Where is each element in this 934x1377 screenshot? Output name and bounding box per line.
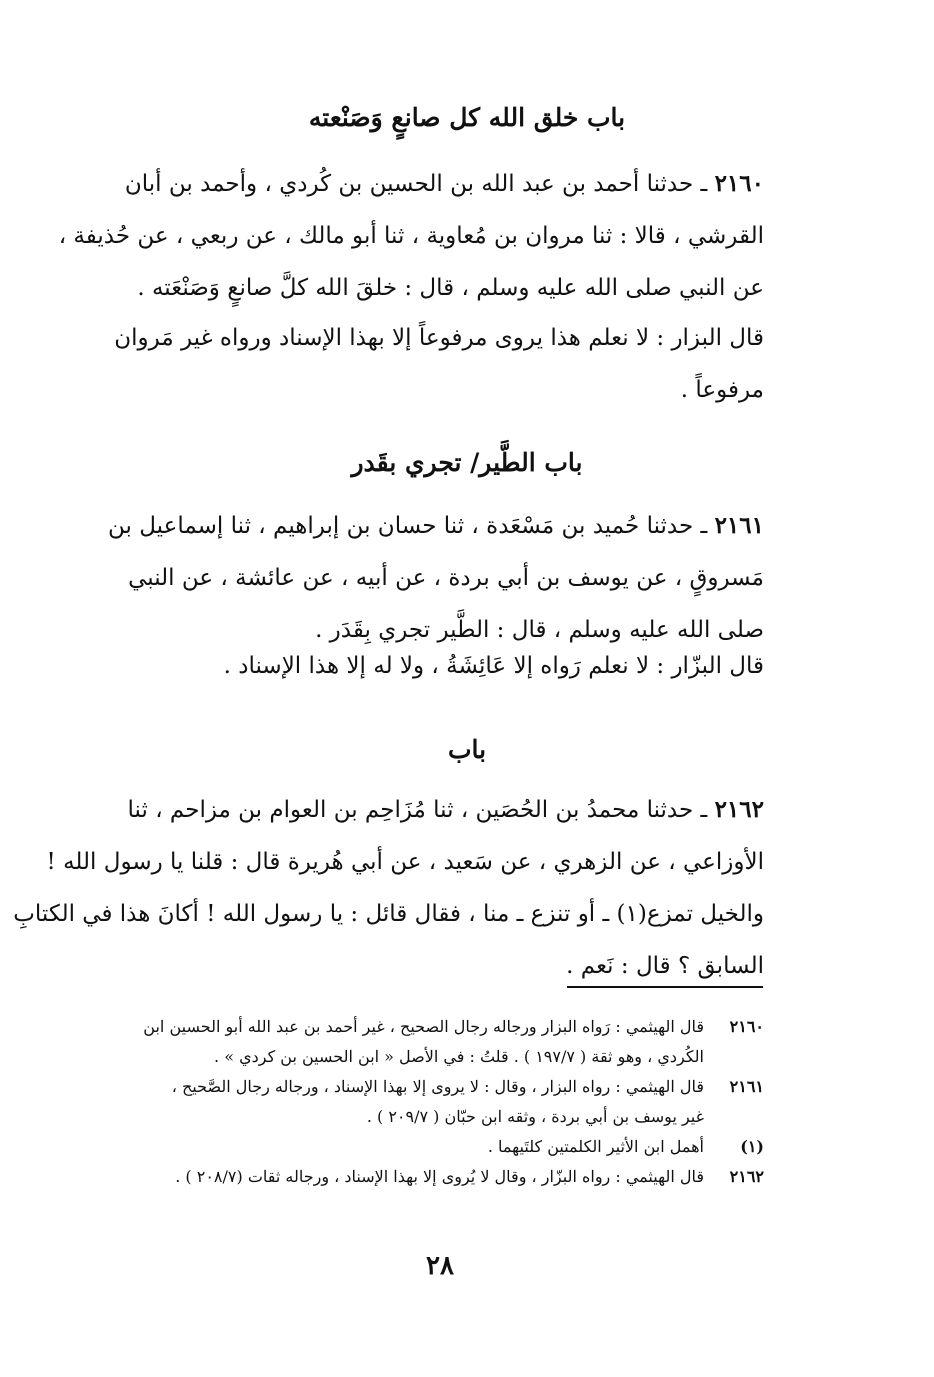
hadith-line: القرشي ، قالا : ثنا مروان بن مُعاوية ، ثنا أبو مالك ، عن ربعي ، عن حُذيفة ، [58, 223, 764, 249]
footnotes [100, 1012, 764, 1192]
footnote-number: (١) [740, 1137, 764, 1156]
hadith-2161 [100, 500, 764, 656]
hadith-line: والخيل تمزع(١) ـ أو تنزع ـ منا ، فقال قائل : يا رسول الله ! أكانَ هذا في الكتابِ [13, 901, 764, 927]
hadith-line [100, 784, 764, 836]
hadith-number: ٢١٦٠ [714, 170, 764, 197]
footnote-separator [567, 986, 763, 988]
hadith-number: ٢١٦٢ [714, 796, 764, 823]
footnote-line: أهمل ابن الأثير الكلمتين كلتَيهما . [487, 1137, 704, 1156]
page-number: ٢٨ [426, 1251, 454, 1281]
hadith-line [100, 158, 764, 210]
comment-2161 [100, 640, 764, 692]
hadith-2162 [13, 784, 764, 992]
hadith-text: ـ حدثنا حُميد بن مَسْعَدة ، ثنا حسان بن إبراهيم ، ثنا إسماعيل بن [108, 513, 708, 539]
footnote-line: قال الهيثمي : رواه البزّار ، وقال لا يُروى إلا بهذا الإسناد ، ورجاله ثقات (٢٠٨/٧ ) . [175, 1167, 704, 1186]
footnote-text [100, 1072, 704, 1132]
footnote-text [100, 1132, 704, 1162]
comment-line: قال البزار : لا نعلم هذا يروى مرفوعاً إلا بهذا الإسناد ورواه غير مَروان [114, 325, 764, 351]
hadith-line: مَسروقٍ ، عن يوسف بن أبي بردة ، عن أبيه ، عن عائشة ، عن النبي [128, 565, 764, 591]
comment-2160 [100, 312, 764, 416]
footnote-2162 [100, 1162, 764, 1192]
footnote-number: ٢١٦١ [729, 1077, 764, 1096]
hadith-line [100, 500, 764, 552]
chapter-heading-1: باب خلق الله كل صانعٍ وَصَنْعته [308, 103, 626, 132]
hadith-line: الأوزاعي ، عن الزهري ، عن سَعيد ، عن أبي هُريرة قال : قلنا يا رسول الله ! [46, 849, 764, 875]
hadith-text: ـ حدثنا أحمد بن عبد الله بن الحسين بن كُردي ، وأحمد بن أبان [124, 171, 708, 197]
chapter-heading-2: باب الطَّير/ تجري بقَدر [351, 448, 583, 477]
footnote-number: ٢١٦٢ [729, 1167, 764, 1186]
chapter-heading-3: باب [447, 735, 487, 764]
footnote-2160 [100, 1012, 764, 1072]
footnote-line: قال الهيثمي : رَواه البزار ورجاله رجال الصحيح ، غير أحمد بن عبد الله أبو الحسين ابن [143, 1017, 704, 1036]
hadith-number: ٢١٦١ [714, 512, 764, 539]
footnote-2161 [100, 1072, 764, 1132]
hadith-text: ـ حدثنا محمدُ بن الحُصَين ، ثنا مُزَاحِم بن العوام بن مزاحم ، ثنا [127, 797, 708, 823]
hadith-2160 [58, 158, 764, 314]
footnote-text [100, 1012, 704, 1072]
comment-line: مرفوعاً . [680, 377, 764, 403]
footnote-note-1 [100, 1132, 764, 1162]
footnote-line: الكُردي ، وهو ثقة ( ١٩٧/٧ ) . قلتُ : في الأصل « ابن الحسين بن كردي » . [214, 1047, 704, 1066]
hadith-line: عن النبي صلى الله عليه وسلم ، قال : خلقَ الله كلَّ صانعٍ وَصَنْعَته . [137, 275, 764, 301]
comment-line: قال البزّار : لا نعلم رَواه إلا عَائِشَةُ ، ولا له إلا هذا الإسناد . [223, 653, 764, 679]
footnote-number: ٢١٦٠ [729, 1017, 764, 1036]
hadith-line: صلى الله عليه وسلم ، قال : الطَّير تجري بِقَدَر . [315, 617, 764, 643]
footnote-text [100, 1162, 704, 1192]
hadith-line: السابق ؟ قال : نَعم . [566, 953, 764, 979]
footnote-line: غير يوسف بن أبي بردة ، وثقه ابن حبّان ( ٢٠٩/٧ ) . [366, 1107, 704, 1126]
footnote-line: قال الهيثمي : رواه البزار ، وقال : لا يروى إلا بهذا الإسناد ، ورجاله رجال الصَّحيح ، [171, 1077, 704, 1096]
